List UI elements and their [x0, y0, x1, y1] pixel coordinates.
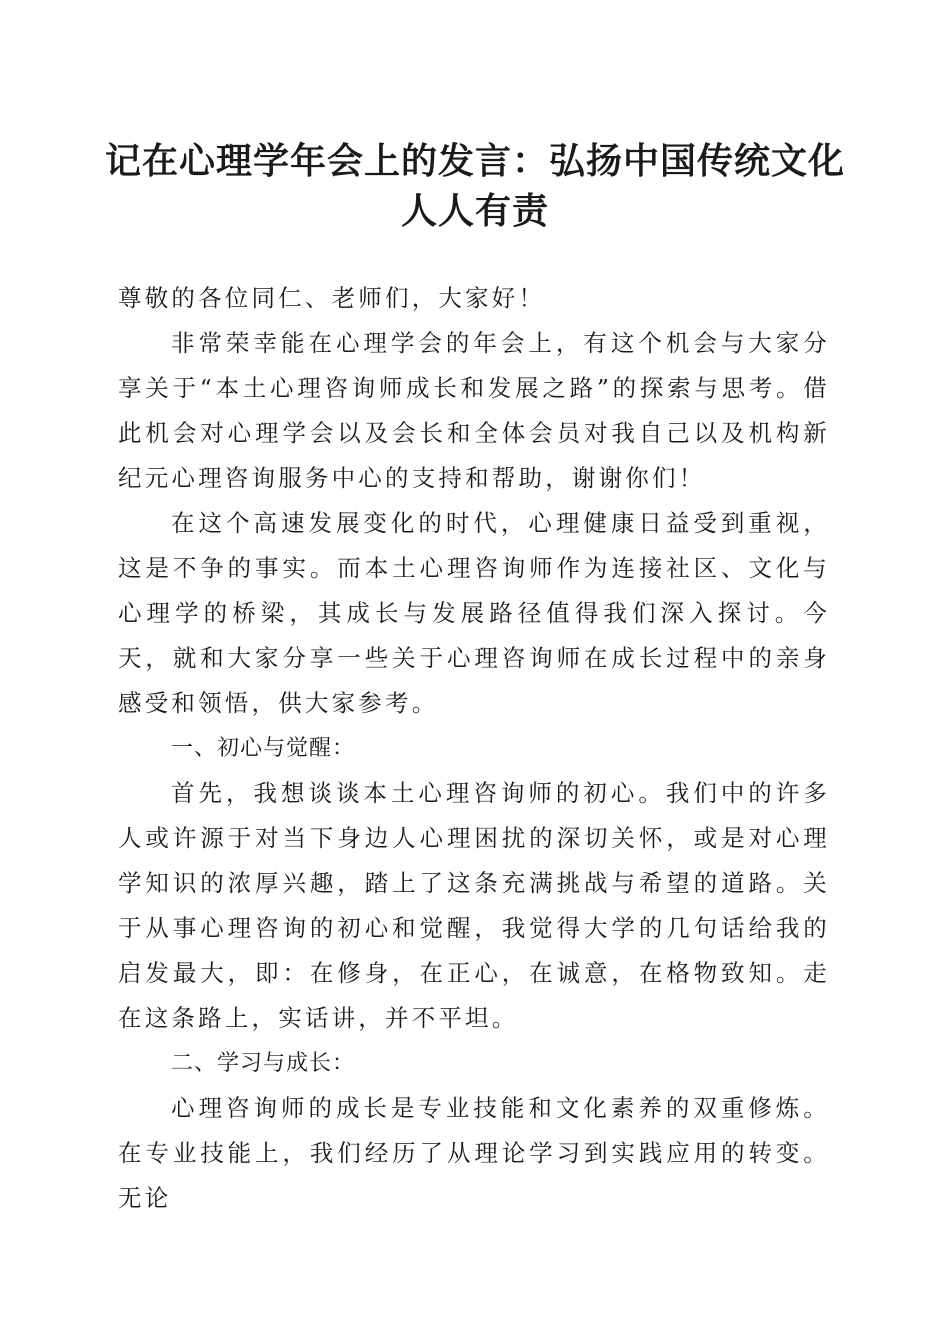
paragraph-1: 非常荣幸能在心理学会的年会上，有这个机会与大家分享关于“本土心理咨询师成长和发展之路”的探索与思考。借此机会对心理学会以及会长和全体会员对我自己以及机构新纪元心理咨询服务中心的支持和帮助，谢谢你们！ — [118, 329, 830, 492]
paragraph-3: 首先，我想谈谈本土心理咨询师的初心。我们中的许多人或许源于对当下身边人心理困扰的深切关怀，或是对心理学知识的浓厚兴趣，踏上了这条充满挑战与希望的道路。关于从事心理咨询的初心和觉醒，我觉得大学的几句话给我的启发最大，即：在修身，在正心，在诚意，在格物致知。走在这条路上，实话讲，并不平坦。 — [118, 779, 830, 1032]
document-title — [100, 136, 850, 236]
document-body — [118, 276, 830, 1221]
section-heading-1: 一、初心与觉醒： — [171, 736, 356, 761]
title-line-2: 人人有责 — [400, 190, 549, 232]
greeting-paragraph: 尊敬的各位同仁、老师们，大家好！ — [118, 284, 546, 312]
title-line-1: 记在心理学年会上的发言：弘扬中国传统文化 — [104, 140, 845, 182]
paragraph-4: 心理咨询师的成长是专业技能和文化素养的双重修炼。在专业技能上，我们经历了从理论学习到实践应用的转变。无论 — [118, 1094, 830, 1212]
section-heading-2: 二、学习与成长： — [171, 1051, 356, 1076]
paragraph-2: 在这个高速发展变化的时代，心理健康日益受到重视，这是不争的事实。而本土心理咨询师作为连接社区、文化与心理学的桥梁，其成长与发展路径值得我们深入探讨。今天，就和大家分享一些关于心理咨询师在成长过程中的亲身感受和领悟，供大家参考。 — [118, 509, 830, 717]
